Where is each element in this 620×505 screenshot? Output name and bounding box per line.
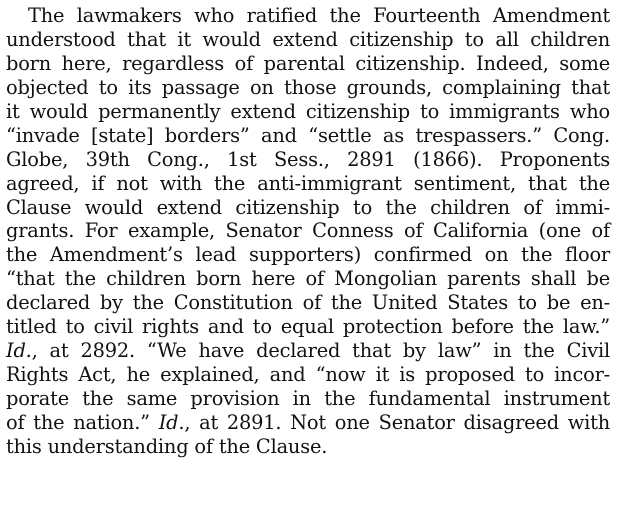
text-line (6, 411, 610, 435)
citation-id: Id. (158, 410, 185, 434)
text-line: declared by the Constitution of the United States to be en- (6, 291, 610, 315)
text-line: “that the children born here of Mongolian parents shall be (6, 267, 610, 291)
text-line: grants. For example, Senator Conness of California (one of (6, 219, 610, 243)
text-line: it would permanently extend citizenship to immigrants who (6, 99, 610, 123)
text-line: porate the same provision in the fundamental instrument (6, 387, 610, 410)
text-line: objected to its passage on those grounds, complaining that (6, 75, 610, 99)
text-line: the Amendment’s lead supporters) confirmed on the floor (6, 243, 610, 267)
text-line: this understanding of the Clause. (6, 434, 328, 458)
citation-id: Id. (6, 339, 32, 363)
text-line: Rights Act, he explained, and “now it is proposed to incor- (6, 363, 610, 387)
text-line: agreed, if not with the anti-immigrant sentiment, that the (6, 171, 610, 195)
text-line: The lawmakers who ratified the Fourteenth Amendment (28, 4, 610, 27)
text-line: Globe, 39th Cong., 1st Sess., 2891 (1866). Proponents (6, 147, 610, 171)
opinion-paragraph (6, 4, 610, 459)
text-line: “invade [state] borders” and “settle as trespassers.” Cong. (6, 123, 610, 147)
text-line: understood that it would extend citizenship to all children (6, 27, 610, 51)
text-line-rest: , at 2891. Not one Senator disagreed with (184, 410, 610, 434)
text-line-rest: , at 2892. “We have declared that by law” in the Civil (31, 339, 610, 363)
text-line (6, 339, 610, 363)
text-line-start: of the nation.” (6, 410, 159, 434)
text-line: born here, regardless of parental citizenship. Indeed, some (6, 51, 610, 75)
text-line: titled to civil rights and to equal protection before the law.” (6, 315, 610, 339)
text-line: Clause would extend citizenship to the children of immi- (6, 195, 610, 219)
